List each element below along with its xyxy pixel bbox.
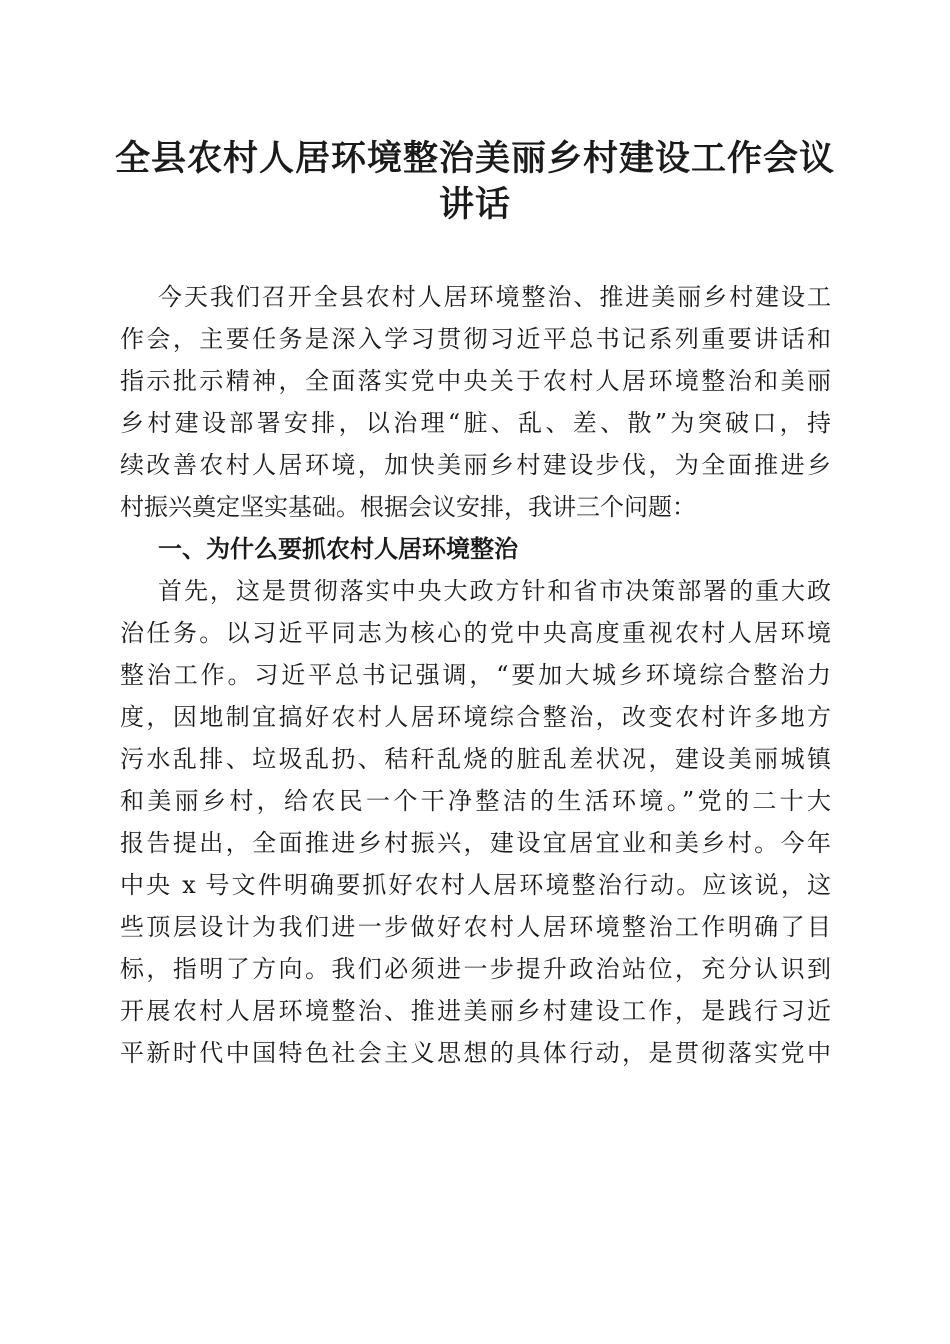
document-title-line-2: 讲话 [438, 184, 511, 225]
document-title-line-1: 全县农村人居环境整治美丽乡村建设工作会议 [114, 138, 835, 179]
paragraph-line: 治任务。以习近平同志为核心的党中央高度重视农村人居环境 [120, 619, 831, 647]
paragraph-line: 开展农村人居环境整治、推进美丽乡村建设工作，是践行习近 [120, 997, 831, 1025]
paragraph-line: 中央 x 号文件明确要抓好农村人居环境整治行动。应该说，这 [120, 871, 831, 899]
section-heading: 一、为什么要抓农村人居环境整治 [158, 535, 518, 563]
paragraph-line: 村振兴奠定坚实基础。根据会议安排，我讲三个问题： [120, 493, 696, 521]
paragraph-line: 和美丽乡村，给农民一个干净整洁的生活环境。”党的二十大 [120, 787, 831, 815]
document-body [120, 276, 831, 1074]
paragraph-line: 些顶层设计为我们进一步做好农村人居环境整治工作明确了目 [120, 913, 831, 941]
paragraph-line: 今天我们召开全县农村人居环境整治、推进美丽乡村建设工 [158, 283, 831, 311]
paragraph-line: 整治工作。习近平总书记强调，“要加大城乡环境综合整治力 [120, 661, 831, 689]
paragraph-line: 标，指明了方向。我们必须进一步提升政治站位，充分认识到 [120, 955, 831, 983]
paragraph-line: 指示批示精神，全面落实党中央关于农村人居环境整治和美丽 [120, 367, 831, 395]
intro-paragraph [120, 276, 831, 528]
paragraph-line: 报告提出，全面推进乡村振兴，建设宜居宜业和美乡村。今年 [120, 829, 831, 857]
paragraph-line: 首先，这是贯彻落实中央大政方针和省市决策部署的重大政 [158, 577, 831, 605]
paragraph-line: 度，因地制宜搞好农村人居环境综合整治，改变农村许多地方 [120, 703, 831, 731]
paragraph-line: 续改善农村人居环境，加快美丽乡村建设步伐，为全面推进乡 [120, 451, 831, 479]
section-paragraph [120, 570, 831, 1074]
paragraph-line: 平新时代中国特色社会主义思想的具体行动，是贯彻落实党中 [120, 1039, 831, 1067]
paragraph-line: 作会，主要任务是深入学习贯彻习近平总书记系列重要讲话和 [120, 325, 831, 353]
paragraph-line: 污水乱排、垃圾乱扔、秸秆乱烧的脏乱差状况，建设美丽城镇 [120, 745, 831, 773]
paragraph-line: 乡村建设部署安排，以治理“脏、乱、差、散”为突破口，持 [120, 409, 831, 437]
